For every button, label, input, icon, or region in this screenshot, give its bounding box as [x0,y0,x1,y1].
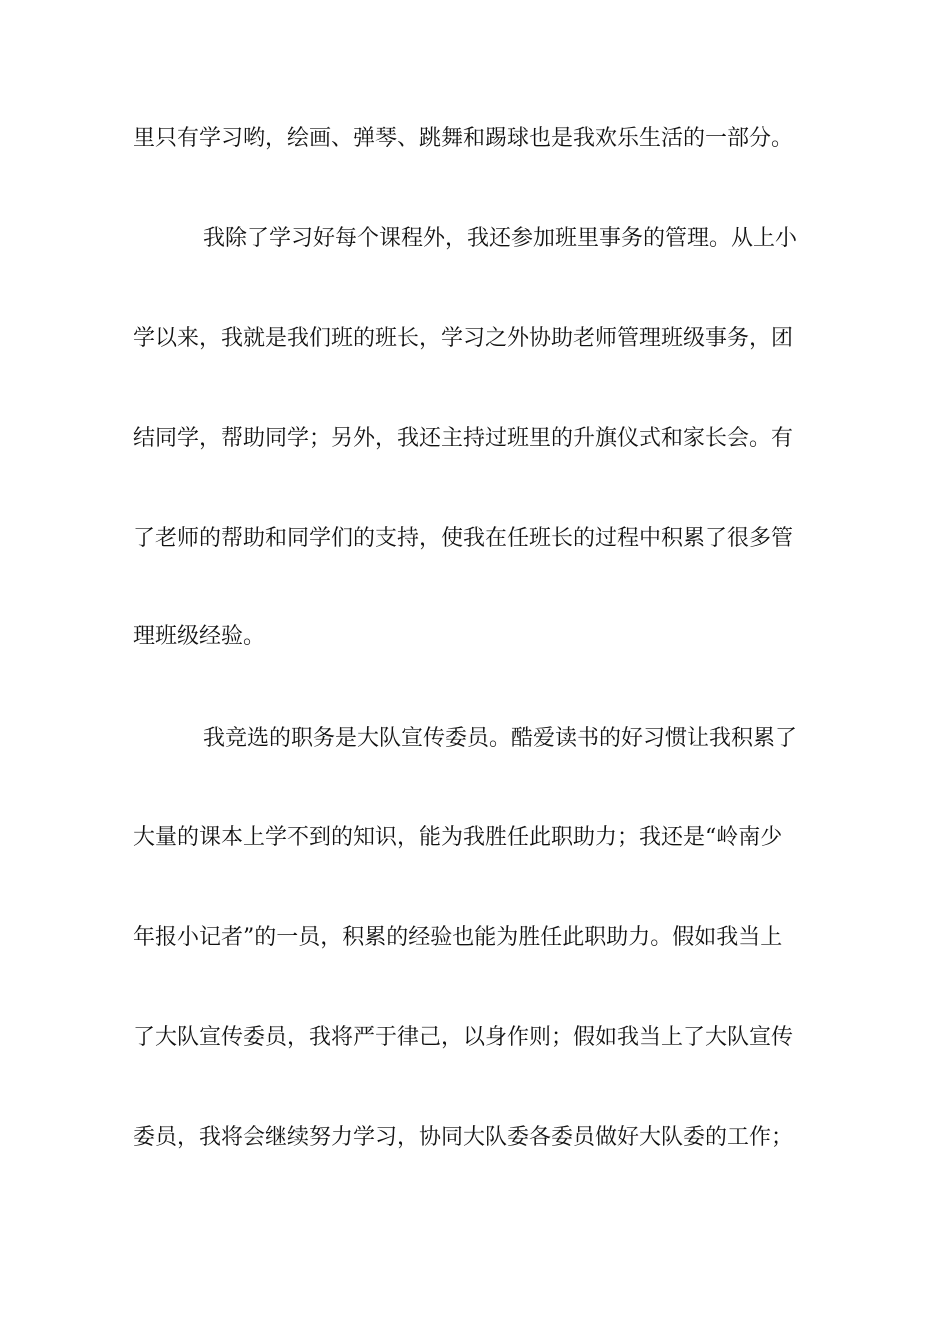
paragraph-first-line: 我竞选的职务是大队宣传委员。酷爱读书的好习惯让我积累了 [203,726,798,751]
text-line: 理班级经验。 [133,624,266,649]
text-line: 年报小记者”的一员，积累的经验也能为胜任此职助力。假如我当上 [133,925,783,950]
text-line: 委员，我将会继续努力学习，协同大队委各委员做好大队委的工作； [133,1125,794,1150]
text-line: 学以来，我就是我们班的班长，学习之外协助老师管理班级事务，团 [133,326,794,351]
text-line: 结同学，帮助同学；另外，我还主持过班里的升旗仪式和家长会。有 [133,426,794,451]
text-line: 大量的课本上学不到的知识，能为我胜任此职助力；我还是“岭南少 [133,825,783,850]
text-line: 了大队宣传委员，我将严于律己，以身作则；假如我当上了大队宣传 [133,1025,794,1050]
text-line: 了老师的帮助和同学们的支持，使我在任班长的过程中积累了很多管 [133,526,794,551]
text-line: 里只有学习哟，绘画、弹琴、跳舞和踢球也是我欢乐生活的一部分。 [133,126,794,151]
paragraph-first-line: 我除了学习好每个课程外，我还参加班里事务的管理。从上小 [203,226,798,251]
